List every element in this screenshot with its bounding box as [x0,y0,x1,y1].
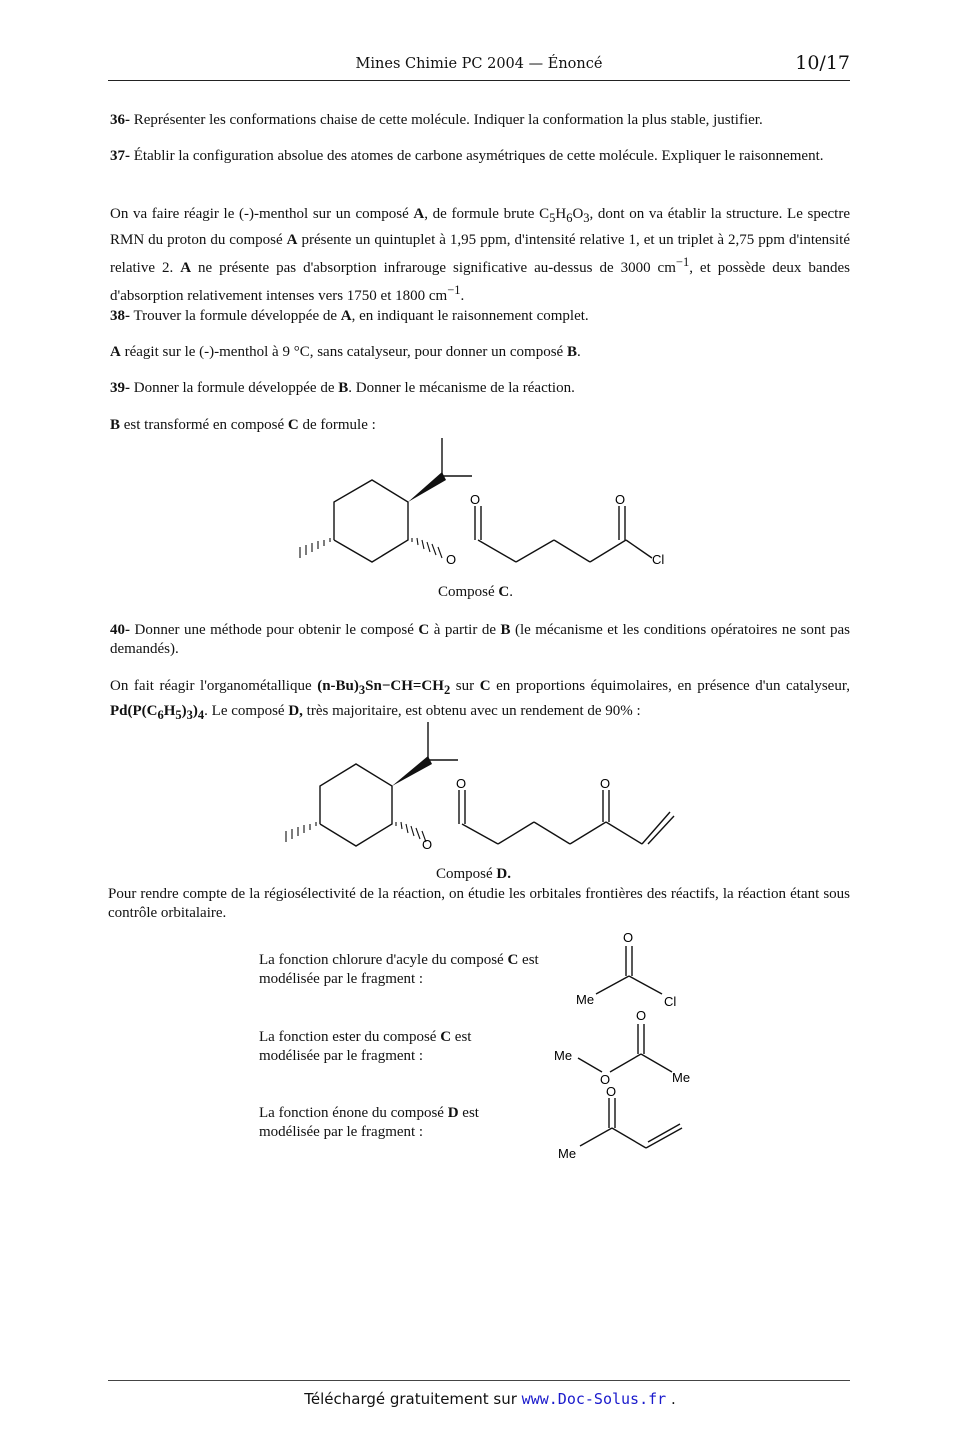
header-title: Mines Chimie PC 2004 — Énoncé [355,56,603,72]
regioselectivity-paragraph: Pour rendre compte de la régiosélectivité de la réaction, on étudie les orbitales frontières des réactifs, la réaction étant sous contrôle orbitalaire. [108,886,850,921]
methyl-label-left: Me [554,1048,573,1063]
fragment-acyl-chloride-text: La fonction chlorure d'acyle du composé C est modélisée par le fragment : [259,952,539,987]
methyl-label-right: Me [672,1070,691,1085]
fragment-enone [552,1082,692,1164]
carbonyl-oxygen: O [636,1008,647,1023]
question-number: 36- [110,112,130,128]
molecule-d-structure [270,716,690,866]
chlorine-label: Cl [664,994,677,1009]
intro-compound-a: On va faire réagir le (-)-menthol sur un composé A, de formule brute $C_5H_6O_3$, dont on va établir la structure. Le spectre RMN du proton du composé A présente un quintuplet à 1,95 ppm, d'intensité relative 1, et un triplet à 2,75 ppm d'intensité relative 2. A ne présente pas d'absorption infrarouge significative au-dessus de 3000 $cm^{-1}$, et possède deux bandes d'absorption relativement intenses vers 1750 et 1800 $cm^{-1}$. [110,206,850,304]
chlorine-label: Cl [652,552,665,567]
question-40: 40- Donner une méthode pour obtenir le composé C à partir de B (le mécanisme et les conditions opératoires ne sont pas demandés). [110,622,850,657]
fragment-ester-text: La fonction ester du composé C est modélisée par le fragment : [259,1029,472,1064]
question-37 [110,147,850,166]
question-text: Établir la configuration absolue des atomes de carbone asymétriques de cette molécule. Expliquer le raisonnement. [133,148,824,164]
question-39: 39- Donner la formule développée de B. Donner le mécanisme de la réaction. [110,380,575,396]
carbonyl-oxygen-1: O [456,776,467,791]
methyl-label: Me [576,992,595,1007]
line-compound-b: A réagit sur le (-)-menthol à 9 °C, sans catalyseur, pour donner un composé B. [110,344,581,360]
page-header [108,52,850,81]
ester-oxygen: O [446,552,457,567]
oxygen-label: O [623,930,634,945]
footer-rule [108,1380,850,1381]
carbonyl-oxygen-1: O [470,492,481,507]
fragment-acyl-chloride [570,928,690,1010]
methyl-label: Me [558,1146,577,1161]
question-36 [110,111,850,130]
question-text: Représenter les conformations chaise de cette molécule. Indiquer la conformation la plus stable, justifier. [133,112,763,128]
carbonyl-oxygen-2: O [600,776,611,791]
line-compound-d: On fait réagir l'organométallique $(n-Bu)_3Sn-CH=CH_2$ sur C en proportions équimolaires, en présence d'un catalyseur, $Pd(P(C_6H_5)_3)_4$. Le composé D, très majoritaire, est obtenu avec un rendement de 90% : [110,678,850,722]
molecule-c-structure [280,430,680,580]
fragment-ester [550,1006,700,1088]
carbonyl-oxygen-2: O [615,492,626,507]
oxygen-label: O [606,1084,617,1099]
molecule-d-caption: Composé D. [436,866,512,882]
doc-solus-link[interactable]: www.Doc-Solus.fr [521,1390,667,1408]
page-footer: Téléchargé gratuitement sur www.Doc-Solus.fr . [304,1390,676,1408]
ester-oxygen: O [422,837,433,852]
question-38: 38- Trouver la formule développée de A, en indiquant le raisonnement complet. [110,308,589,324]
line-compound-c: B est transformé en composé C de formule : [110,417,376,433]
fragment-enone-text: La fonction énone du composé D est modélisée par le fragment : [259,1105,479,1140]
page-number: 10/17 [795,52,850,74]
ester-oxygen: O [600,1072,611,1087]
molecule-c-caption: Composé C. [438,584,514,600]
question-number: 37- [110,148,130,164]
